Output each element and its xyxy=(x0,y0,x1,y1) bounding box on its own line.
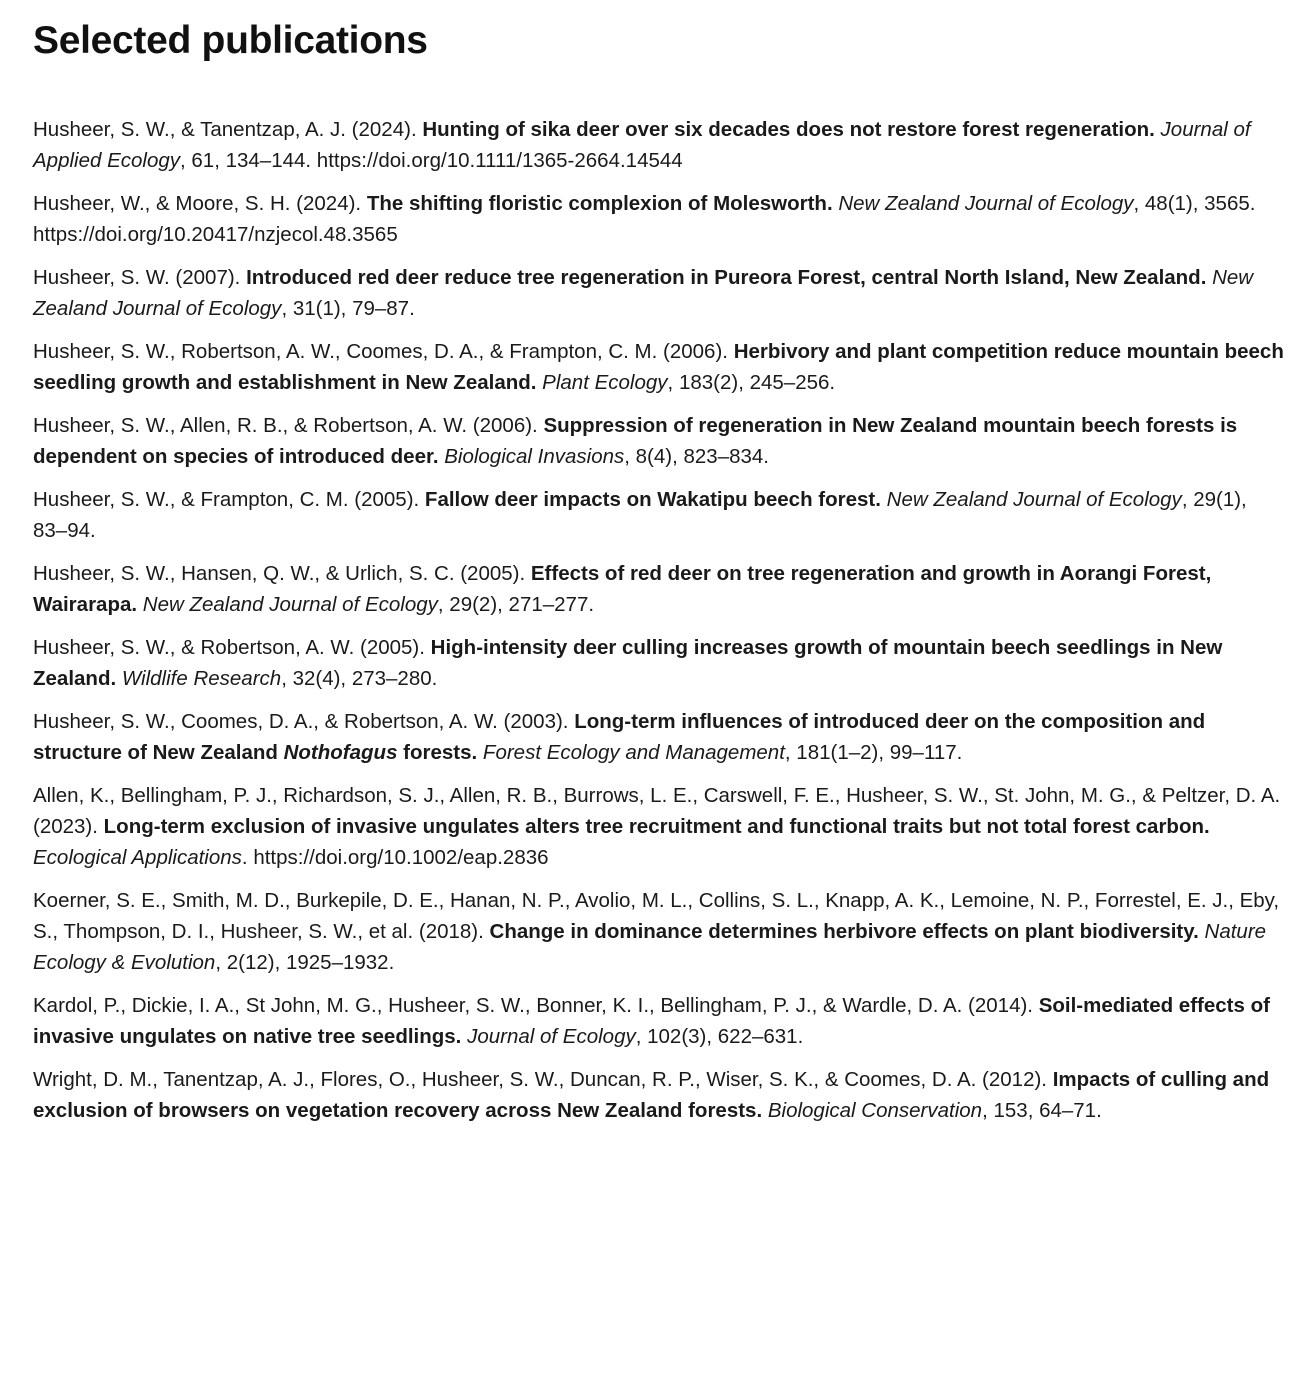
reference-source: Journal of Ecology xyxy=(461,1025,636,1048)
reference-details: , 29(1), 83–94. xyxy=(33,488,1247,542)
page-bottom-spacer xyxy=(33,1126,1285,1302)
reference-source: New Zealand Journal of Ecology xyxy=(832,192,1134,215)
reference-authors-year: Husheer, S. W., Hansen, Q. W., & Urlich, S. C. (2005). xyxy=(33,562,531,585)
reference-entry xyxy=(33,188,1285,250)
reference-title-post: forests. xyxy=(397,741,478,764)
reference-details: , 29(2), 271–277. xyxy=(437,593,595,616)
reference-authors-year: Husheer, S. W., Coomes, D. A., & Robertson, A. W. (2003). xyxy=(33,710,575,733)
reference-source: Forest Ecology and Management xyxy=(477,741,785,764)
publication-list xyxy=(33,114,1285,1126)
reference-title: Long-term exclusion of invasive ungulates alters tree recruitment and functional traits but not total forest carbon. xyxy=(103,815,1210,838)
reference-source: Plant Ecology xyxy=(536,371,668,394)
reference-authors-year: Husheer, S. W., & Frampton, C. M. (2005). xyxy=(33,488,425,511)
reference-title: Introduced red deer reduce tree regeneration in Pureora Forest, central North Island, New Zealand. xyxy=(246,266,1207,289)
reference-source: Nature Ecology & Evolution xyxy=(33,920,1267,974)
reference-details: , 8(4), 823–834. xyxy=(624,445,770,468)
reference-source: Biological Invasions xyxy=(438,445,625,468)
reference-entry xyxy=(33,780,1285,873)
reference-entry xyxy=(33,410,1285,472)
reference-details: , 102(3), 622–631. xyxy=(635,1025,804,1048)
reference-entry xyxy=(33,336,1285,398)
reference-title: Impacts of culling and exclusion of browsers on vegetation recovery across New Zealand forests. xyxy=(33,1068,1270,1122)
reference-entry xyxy=(33,114,1285,176)
reference-details: , 31(1), 79–87. xyxy=(281,297,415,320)
reference-authors-year: Husheer, S. W., Allen, R. B., & Robertson, A. W. (2006). xyxy=(33,414,544,437)
reference-entry xyxy=(33,262,1285,324)
reference-authors-year: Husheer, S. W., & Robertson, A. W. (2005). xyxy=(33,636,431,659)
reference-details: , 2(12), 1925–1932. xyxy=(215,951,395,974)
reference-source: Biological Conservation xyxy=(762,1099,983,1122)
reference-details: , 61, 134–144. https://doi.org/10.1111/1365-2664.14544 xyxy=(180,149,683,172)
reference-entry xyxy=(33,990,1285,1052)
reference-entry xyxy=(33,885,1285,978)
reference-source: Journal of Applied Ecology xyxy=(33,118,1251,172)
reference-authors-year: Husheer, S. W. (2007). xyxy=(33,266,247,289)
reference-title-species: Nothofagus xyxy=(283,741,398,764)
reference-source: New Zealand Journal of Ecology xyxy=(33,266,1254,320)
reference-authors-year: Wright, D. M., Tanentzap, A. J., Flores, O., Husheer, S. W., Duncan, R. P., Wiser, S. K., & Coomes, D. A. (2012). xyxy=(33,1068,1053,1091)
reference-source: Ecological Applications xyxy=(33,846,242,869)
reference-details: , 181(1–2), 99–117. xyxy=(784,741,963,764)
reference-authors-year: Husheer, W., & Moore, S. H. (2024). xyxy=(33,192,367,215)
reference-details: , 32(4), 273–280. xyxy=(281,667,438,690)
reference-details: , 153, 64–71. xyxy=(982,1099,1102,1122)
reference-source: New Zealand Journal of Ecology xyxy=(880,488,1182,511)
reference-title: Hunting of sika deer over six decades does not restore forest regeneration. xyxy=(422,118,1155,141)
reference-source: New Zealand Journal of Ecology xyxy=(137,593,438,616)
reference-authors-year: Husheer, S. W., Robertson, A. W., Coomes, D. A., & Frampton, C. M. (2006). xyxy=(33,340,734,363)
reference-title: Suppression of regeneration in New Zealand mountain beech forests is dependent on species of introduced deer. xyxy=(33,414,1238,468)
reference-title: Herbivory and plant competition reduce mountain beech seedling growth and establishment in New Zealand. xyxy=(33,340,1284,394)
reference-authors-year: Kardol, P., Dickie, I. A., St John, M. G., Husheer, S. W., Bonner, K. I., Bellingham, P. J., & Wardle, D. A. (2014). xyxy=(33,994,1039,1017)
reference-authors-year: Allen, K., Bellingham, P. J., Richardson, S. J., Allen, R. B., Burrows, L. E., Carswell, F. E., Husheer, S. W., St. John, M. G., & Peltzer, D. A. (2023). xyxy=(33,784,1281,838)
reference-authors-year: Koerner, S. E., Smith, M. D., Burkepile, D. E., Hanan, N. P., Avolio, M. L., Collins, S. L., Knapp, A. K., Lemoine, N. P., Forrestel, E. J., Eby, S., Thompson, D. I., Husheer, S. W., et al. (2018). xyxy=(33,889,1280,943)
reference-source: Wildlife Research xyxy=(116,667,282,690)
reference-title: The shifting floristic complexion of Molesworth. xyxy=(366,192,833,215)
reference-title: Soil-mediated effects of invasive ungulates on native tree seedlings. xyxy=(33,994,1270,1048)
reference-entry xyxy=(33,484,1285,546)
reference-title: High-intensity deer culling increases growth of mountain beech seedlings in New Zealand. xyxy=(33,636,1223,690)
reference-details: . https://doi.org/10.1002/eap.2836 xyxy=(241,846,549,869)
reference-entry xyxy=(33,632,1285,694)
reference-details: , 183(2), 245–256. xyxy=(667,371,836,394)
reference-details: , 48(1), 3565. https://doi.org/10.20417/nzjecol.48.3565 xyxy=(33,192,1256,246)
reference-title: Effects of red deer on tree regeneration and growth in Aorangi Forest, Wairarapa. xyxy=(33,562,1212,616)
reference-title: Fallow deer impacts on Wakatipu beech forest. xyxy=(424,488,881,511)
reference-title-pre: Long-term influences of introduced deer on the composition and structure of New Zealand xyxy=(33,710,1206,764)
reference-entry xyxy=(33,706,1285,768)
reference-authors-year: Husheer, S. W., & Tanentzap, A. J. (2024). xyxy=(33,118,423,141)
reference-title: Change in dominance determines herbivore effects on plant biodiversity. xyxy=(489,920,1199,943)
reference-entry xyxy=(33,558,1285,620)
page-title: Selected publications xyxy=(33,19,428,62)
reference-entry xyxy=(33,1064,1285,1126)
